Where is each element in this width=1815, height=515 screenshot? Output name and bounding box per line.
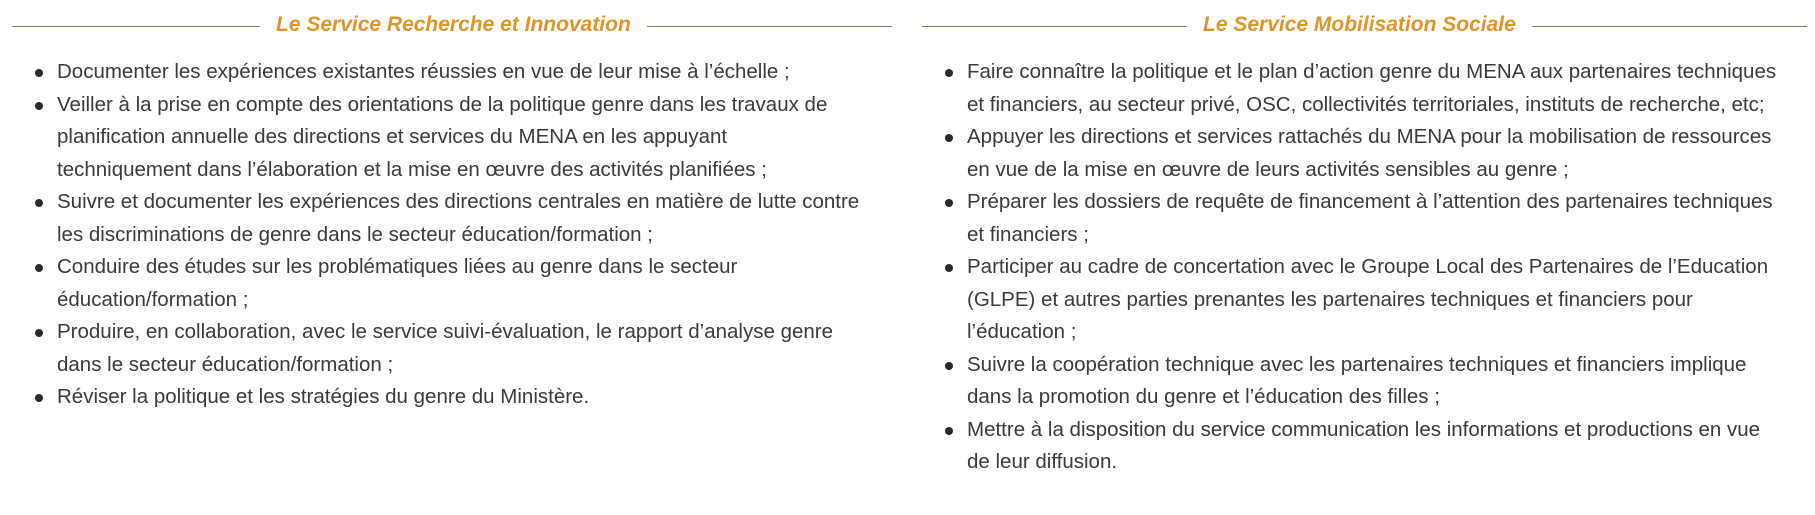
heading-rule-right [1532, 26, 1807, 27]
section-heading [922, 0, 1807, 50]
heading-rule-right [647, 26, 892, 27]
list-item-text: Veiller à la prise en compte des orientations de la politique genre dans les travaux de planification annuelle des directions et services du MENA en les appuyant techniquement dans l’élaboration et la mise en œuvre des activités planifiées ; [57, 92, 828, 181]
bullet-list [12, 56, 892, 414]
list-item-text: Conduire des études sur les problématiques liées au genre dans le secteur éducation/formation ; [57, 255, 738, 311]
section-heading [12, 0, 892, 50]
list-item [12, 316, 892, 381]
bullet-icon [35, 102, 43, 110]
list-item [12, 56, 892, 89]
section-title: Le Service Recherche et Innovation [276, 13, 631, 36]
list-item-text: Faire connaître la politique et le plan d’action genre du MENA aux partenaires techniques et financiers, au secteur privé, OSC, collectivités territoriales, instituts de recherche, etc; [967, 60, 1777, 116]
list-item-text: Appuyer les directions et services rattachés du MENA pour la mobilisation de ressources en vue de la mise en œuvre de leurs activités sensibles au genre ; [967, 125, 1772, 181]
bullet-icon [945, 427, 953, 435]
bullet-icon [945, 69, 953, 77]
list-item [12, 251, 892, 316]
bullet-icon [35, 329, 43, 337]
list-item [12, 381, 892, 414]
list-item [922, 56, 1807, 121]
section-recherche-innovation [12, 0, 892, 414]
list-item [922, 186, 1807, 251]
bullet-list [922, 56, 1807, 479]
bullet-icon [945, 362, 953, 370]
list-item-text: Réviser la politique et les stratégies du genre du Ministère. [57, 385, 590, 408]
bullet-icon [945, 199, 953, 207]
bullet-icon [35, 199, 43, 207]
bullet-icon [35, 69, 43, 77]
list-item-text: Suivre et documenter les expériences des directions centrales en matière de lutte contre les discriminations de genre dans le secteur éducation/formation ; [57, 190, 860, 246]
list-item-text: Suivre la coopération technique avec les partenaires techniques et financiers implique dans la promotion du genre et l’éducation des filles ; [967, 352, 1747, 408]
list-item [922, 121, 1807, 186]
list-item [922, 251, 1807, 349]
list-item-text: Préparer les dossiers de requête de financement à l’attention des partenaires techniques et financiers ; [967, 190, 1773, 246]
list-item-text: Produire, en collaboration, avec le service suivi-évaluation, le rapport d’analyse genre dans le secteur éducation/formation ; [57, 320, 834, 376]
bullet-icon [945, 264, 953, 272]
list-item [12, 89, 892, 187]
list-item-text: Participer au cadre de concertation avec le Groupe Local des Partenaires de l’Education (GLPE) et autres parties prenantes les partenaires techniques et financiers pour l’éducation ; [967, 255, 1769, 343]
bullet-icon [35, 264, 43, 272]
section-mobilisation-sociale [922, 0, 1807, 479]
bullet-icon [35, 394, 43, 402]
bullet-icon [945, 134, 953, 142]
list-item [922, 414, 1807, 479]
heading-rule-left [12, 26, 260, 27]
list-item [12, 186, 892, 251]
list-item-text: Documenter les expériences existantes réussies en vue de leur mise à l’échelle ; [57, 60, 790, 83]
list-item [922, 349, 1807, 414]
heading-rule-left [922, 26, 1187, 27]
list-item-text: Mettre à la disposition du service communication les informations et productions en vue de leur diffusion. [967, 417, 1761, 473]
section-title: Le Service Mobilisation Sociale [1203, 13, 1516, 36]
